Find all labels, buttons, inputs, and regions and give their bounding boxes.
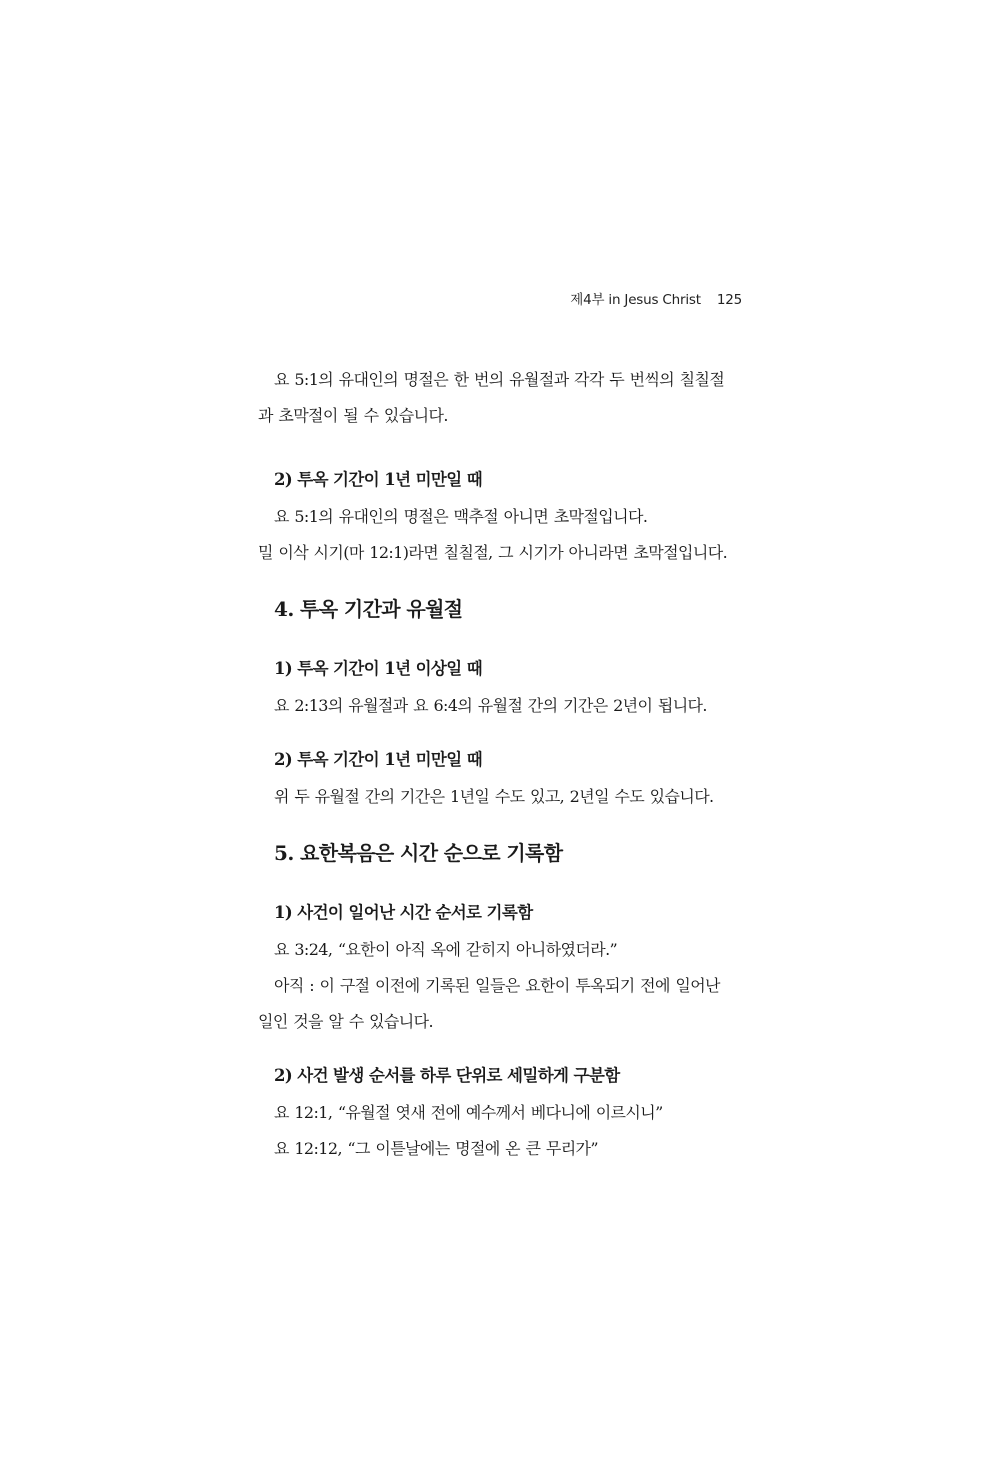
body-line: 위 두 유월절 간의 기간은 1년일 수도 있고, 2년일 수도 있습니다.: [274, 787, 714, 806]
running-header: [570, 288, 742, 308]
body-line: 요 2:13의 유월절과 요 6:4의 유월절 간의 기간은 2년이 됩니다.: [274, 696, 707, 715]
body-line: 과 초막절이 될 수 있습니다.: [258, 406, 448, 425]
subsection-paragraph: [258, 499, 746, 571]
subsection-paragraph: [258, 932, 746, 1040]
intro-paragraph: [258, 362, 746, 434]
subsection-paragraph: [258, 1095, 746, 1167]
subsection-heading: 2) 투옥 기간이 1년 미만일 때: [274, 470, 483, 489]
running-title: 제4부 in Jesus Christ: [570, 292, 701, 308]
page-body: [258, 362, 746, 1167]
body-line: 요 5:1의 유대인의 명절은 맥추절 아니면 초막절입니다.: [274, 507, 648, 526]
body-line: 아직 : 이 구절 이전에 기록된 일들은 요한이 투옥되기 전에 일어난: [274, 976, 720, 995]
subsection-paragraph: [258, 688, 746, 724]
subsection-heading: 1) 사건이 일어난 시간 순서로 기록함: [274, 903, 533, 922]
subsection-heading: 2) 사건 발생 순서를 하루 단위로 세밀하게 구분함: [274, 1066, 620, 1085]
section-heading: 5. 요한복음은 시간 순으로 기록함: [274, 841, 563, 865]
body-line: 밀 이삭 시기(마 12:1)라면 칠칠절, 그 시기가 아니라면 초막절입니다.: [258, 543, 728, 562]
body-line: 요 3:24, “요한이 아직 옥에 갇히지 아니하였더라.”: [274, 940, 618, 959]
body-line: 요 5:1의 유대인의 명절은 한 번의 유월절과 각각 두 번씩의 칠칠절: [274, 370, 725, 389]
page-number: 125: [716, 292, 742, 308]
body-line: 요 12:1, “유월절 엿새 전에 예수께서 베다니에 이르시니”: [274, 1103, 663, 1122]
body-line: 요 12:12, “그 이튿날에는 명절에 온 큰 무리가”: [274, 1139, 598, 1158]
section-heading: 4. 투옥 기간과 유월절: [274, 597, 463, 621]
subsection-paragraph: [258, 779, 746, 815]
body-line: 일인 것을 알 수 있습니다.: [258, 1012, 433, 1031]
subsection-heading: 1) 투옥 기간이 1년 이상일 때: [274, 659, 483, 678]
subsection-heading: 2) 투옥 기간이 1년 미만일 때: [274, 750, 483, 769]
